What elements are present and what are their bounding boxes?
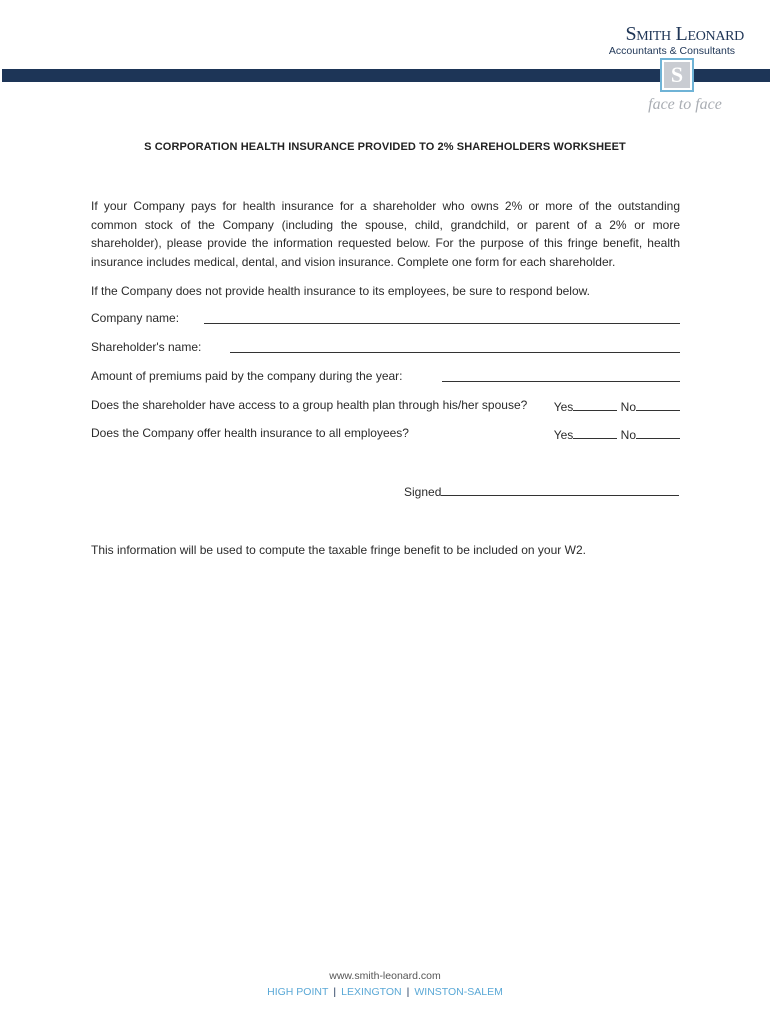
shareholder-name-label: Shareholder's name: <box>91 340 202 354</box>
shareholder-name-field[interactable] <box>230 352 680 353</box>
spouse-plan-yes-field[interactable] <box>573 398 617 411</box>
header-band <box>2 69 770 82</box>
signature-row <box>404 483 679 499</box>
tagline: face to face <box>648 96 722 113</box>
city-separator: | <box>333 986 337 998</box>
premiums-label: Amount of premiums paid by the company during the year: <box>91 369 403 383</box>
all-employees-no-field[interactable] <box>636 426 680 439</box>
brand-subtitle: Accountants & Consultants <box>608 45 735 57</box>
signed-label: Signed <box>404 485 442 499</box>
signature-field[interactable] <box>441 483 679 496</box>
brand-block <box>609 24 744 57</box>
all-employees-row <box>91 426 680 442</box>
premiums-field[interactable] <box>442 381 680 382</box>
spouse-plan-choices <box>554 398 680 414</box>
yes-label: Yes <box>553 400 574 414</box>
company-name-label: Company name: <box>91 311 180 325</box>
page-title: S CORPORATION HEALTH INSURANCE PROVIDED TO 2% SHAREHOLDERS WORKSHEET <box>144 141 626 153</box>
all-employees-yes-field[interactable] <box>573 426 617 439</box>
city-high-point: HIGH POINT <box>267 986 329 998</box>
spouse-plan-no-field[interactable] <box>636 398 680 411</box>
premiums-row <box>91 369 680 385</box>
city-lexington: LEXINGTON <box>341 986 402 998</box>
logo-letter: S <box>664 62 690 88</box>
closing-paragraph: This information will be used to compute the taxable fringe benefit to be included on your W2. <box>91 543 586 557</box>
no-label: No <box>620 428 636 442</box>
shareholder-name-row <box>91 340 680 356</box>
spouse-plan-label: Does the shareholder have access to a group health plan through his/her spouse? <box>91 398 528 412</box>
footer-url: www.smith-leonard.com <box>329 970 441 982</box>
all-employees-choices <box>554 426 680 442</box>
intro-paragraph: If your Company pays for health insurance for a shareholder who owns 2% or more of the outstanding common stock of the Company (including the spouse, child, grandchild, or parent of a 2% or more shareholder), please provide the information requested below. For the purpose of this fringe benefit, health insurance includes medical, dental, and vision insurance. Complete one form for each shareholder. <box>91 199 680 269</box>
footer-cities <box>0 986 770 998</box>
spouse-plan-row <box>91 398 680 414</box>
company-name-field[interactable] <box>204 323 680 324</box>
city-winston-salem: WINSTON-SALEM <box>414 986 503 998</box>
yes-label: Yes <box>553 428 574 442</box>
no-label: No <box>620 400 636 414</box>
company-name-row <box>91 311 680 327</box>
note-paragraph: If the Company does not provide health insurance to its employees, be sure to respond below. <box>91 284 590 298</box>
all-employees-label: Does the Company offer health insurance to all employees? <box>91 426 409 440</box>
brand-name: Smith Leonard <box>625 23 744 45</box>
logo-icon <box>660 58 694 92</box>
city-separator: | <box>406 986 410 998</box>
